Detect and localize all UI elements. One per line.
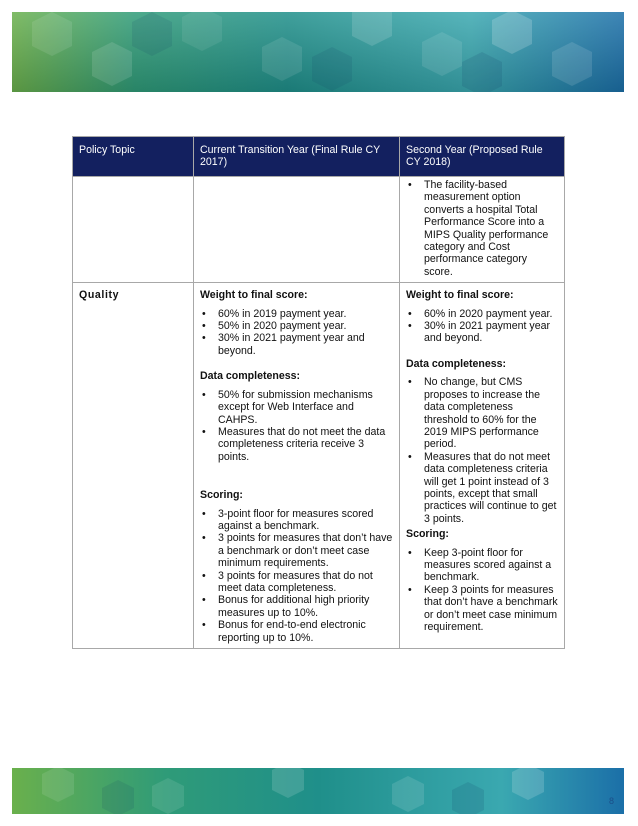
continuation-bullet-list: [406, 179, 558, 278]
list-item: • Keep 3 points for measures that don’t have a benchmark or don’t meet case minimum requirement.: [406, 584, 558, 634]
list-item: • The facility-based measurement option converts a hospital Total Performance Score into a MIPS Quality performance category and Cost performance category score.: [406, 179, 558, 278]
list-item: • 30% in 2021 payment year and beyond.: [200, 332, 393, 357]
header-current-year: Current Transition Year (Final Rule CY 2017): [194, 137, 400, 177]
current-scoring-heading: Scoring:: [200, 489, 243, 502]
cell-topic-empty: [73, 177, 194, 283]
second-weight-heading: Weight to final score:: [406, 289, 514, 302]
topic-label: Quality: [79, 289, 120, 302]
list-item: • Bonus for end-to-end electronic reporting up to 10%.: [200, 619, 393, 644]
header-second-year: Second Year (Proposed Rule CY 2018): [400, 137, 565, 177]
current-data-heading: Data completeness:: [200, 370, 301, 383]
cell-current-quality: [194, 283, 400, 649]
cell-topic-quality: [73, 283, 194, 649]
list-item: • 3-point floor for measures scored against a benchmark.: [200, 508, 393, 533]
table-row-continuation: [73, 177, 565, 283]
header-policy-topic: Policy Topic: [73, 137, 194, 177]
cell-second-quality: [400, 283, 565, 649]
current-data-list: [200, 389, 393, 463]
current-scoring-list: [200, 508, 393, 644]
hexagon-pattern-graphic: [12, 768, 624, 814]
list-item: • 50% in 2020 payment year.: [200, 320, 393, 332]
list-item: • 3 points for measures that don’t have a benchmark or don’t meet case minimum requirements.: [200, 532, 393, 569]
second-data-heading: Data completeness:: [406, 357, 507, 370]
list-item: • 30% in 2021 payment year and beyond.: [406, 320, 558, 345]
second-weight-list: [406, 308, 558, 345]
table-header-row: [73, 137, 565, 177]
current-weight-list: [200, 308, 393, 358]
list-item: • No change, but CMS proposes to increase the data completeness threshold to 60% for the 2019 MIPS performance period.: [406, 376, 558, 450]
cell-current-empty: [194, 177, 400, 283]
list-item: • Keep 3-point floor for measures scored against a benchmark.: [406, 547, 558, 584]
list-item: • Measures that do not meet data completeness criteria will get 1 point instead of 3 points, except that small practices will continue to get 3 points.: [406, 451, 558, 525]
top-banner: [12, 12, 624, 92]
list-item: • Measures that do not meet the data completeness criteria receive 3 points.: [200, 426, 393, 463]
second-scoring-heading: Scoring:: [406, 528, 449, 541]
current-weight-heading: Weight to final score:: [200, 289, 308, 302]
list-item: • 60% in 2020 payment year.: [406, 308, 558, 320]
list-item: • 60% in 2019 payment year.: [200, 308, 393, 320]
policy-comparison-table: [72, 136, 565, 649]
table-row-quality: [73, 283, 565, 649]
list-item: • Bonus for additional high priority measures up to 10%.: [200, 594, 393, 619]
second-data-list: [406, 376, 558, 525]
cell-second-continuation: [400, 177, 565, 283]
bottom-banner: [12, 768, 624, 814]
second-scoring-list: [406, 547, 558, 634]
hexagon-pattern-graphic: [12, 12, 624, 92]
list-item: • 3 points for measures that do not meet data completeness.: [200, 570, 393, 595]
list-item: • 50% for submission mechanisms except for Web Interface and CAHPS.: [200, 389, 393, 426]
page-number: 8: [608, 796, 614, 806]
